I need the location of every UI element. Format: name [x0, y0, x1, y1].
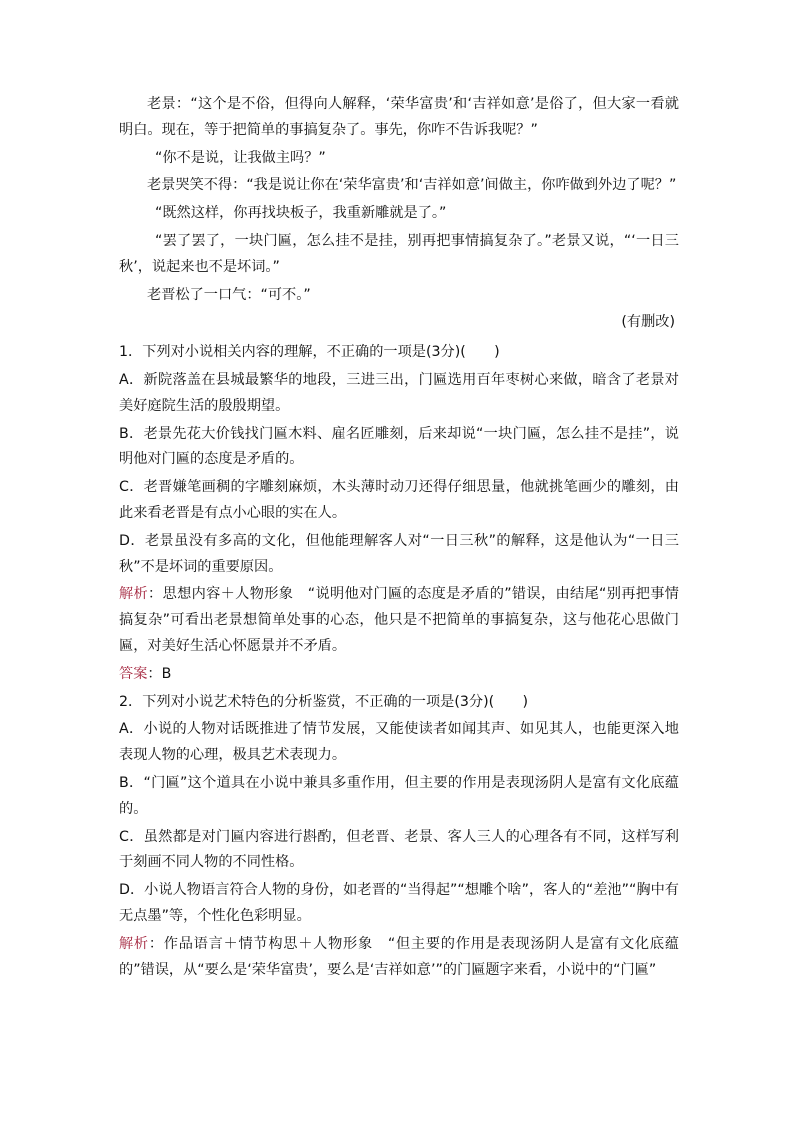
- question-1-option-d: D．老景虽没有多高的文化，但他能理解客人对“一日三秋”的解释，这是他认为“一日三秋”不是坏词的重要原因。: [119, 532, 679, 575]
- question-2-analysis: [119, 932, 679, 984]
- story-paragraph: “你不是说，让我做主吗？”: [155, 149, 326, 166]
- question-2-option-c: C．虽然都是对门匾内容进行斟酌，但老晋、老景、客人三人的心理各有不同，这样写利于刻画不同人物的不同性格。: [119, 828, 679, 871]
- analysis-label: 解析: [119, 935, 149, 952]
- story-paragraph: “既然这样，你再找块板子，我重新雕就是了。”: [155, 205, 447, 222]
- analysis-text: ：思想内容＋人物形象 “说明他对门匾的态度是矛盾的”错误，由结尾“别再把事情搞复杂”可看出老景想简单处事的心态，他只是不把简单的事搞复杂，这与他花心思做门匾，对美好生活心怀愿景并不矛盾。: [119, 586, 679, 654]
- question-2-stem: 2．下列对小说艺术特色的分析鉴赏，不正确的一项是(3分)( ): [119, 693, 529, 710]
- question-1-option-a: A．新院落盖在县城最繁华的地段，三进三出，门匾选用百年枣树心来做，暗含了老景对美好庭院生活的殷殷期望。: [119, 371, 679, 414]
- question-1-answer: [119, 662, 679, 688]
- story-paragraph: 老晋松了一口气：“可不。”: [147, 286, 311, 303]
- edit-note: (有删改): [621, 314, 675, 331]
- story-paragraph: 老景哭笑不得：“我是说让你在‘荣华富贵’和‘吉祥如意’间做主，你咋做到外边了呢？”: [147, 177, 677, 194]
- question-1-option-c: C．老晋嫌笔画稠的字雕刻麻烦，木头薄时动刀还得仔细思量，他就挑笔画少的雕刻，由此来看老晋是有点小心眼的实在人。: [119, 479, 679, 521]
- question-2-option-d: D．小说人物语言符合人物的身份，如老晋的“当得起”“想雕个啥”，客人的“差池”“胸中有无点墨”等，个性化色彩明显。: [119, 882, 679, 924]
- question-1-option-b: B．老景先花大价钱找门匾木料、雇名匠雕刻，后来却说“一块门匾，怎么挂不是挂”，说明他对门匾的态度是矛盾的。: [119, 425, 679, 468]
- analysis-text: ：作品语言＋情节构思＋人物形象 “但主要的作用是表现汤阴人是富有文化底蕴的”错误，从“要么是‘荣华富贵’，要么是‘吉祥如意’”的门匾题字来看，小说中的“门匾”: [119, 935, 679, 978]
- question-2-option-a: A．小说的人物对话既推进了情节发展，又能使读者如闻其声、如见其人，也能更深入地表现人物的心理，极具艺术表现力。: [119, 721, 679, 764]
- question-2-option-b: B．“门匾”这个道具在小说中兼具多重作用，但主要的作用是表现汤阴人是富有文化底蕴的。: [119, 774, 679, 817]
- document-body: [119, 92, 679, 985]
- answer-label: 答案: [119, 665, 148, 682]
- analysis-label: 解析: [119, 586, 149, 603]
- question-1-analysis: [119, 582, 679, 659]
- story-paragraph: 老景：“这个是不俗，但得向人解释，‘荣华富贵’和‘吉祥如意’是俗了，但大家一看就明白。现在，等于把简单的事搞复杂了。事先，你咋不告诉我呢？”: [119, 96, 679, 138]
- question-1-stem: 1．下列对小说相关内容的理解，不正确的一项是(3分)( ): [119, 344, 500, 361]
- answer-text: ：B: [147, 665, 172, 682]
- story-paragraph: “罢了罢了，一块门匾，怎么挂不是挂，别再把事情搞复杂了。”老景又说，“‘一日三秋’，说起来也不是坏词。”: [119, 232, 679, 275]
